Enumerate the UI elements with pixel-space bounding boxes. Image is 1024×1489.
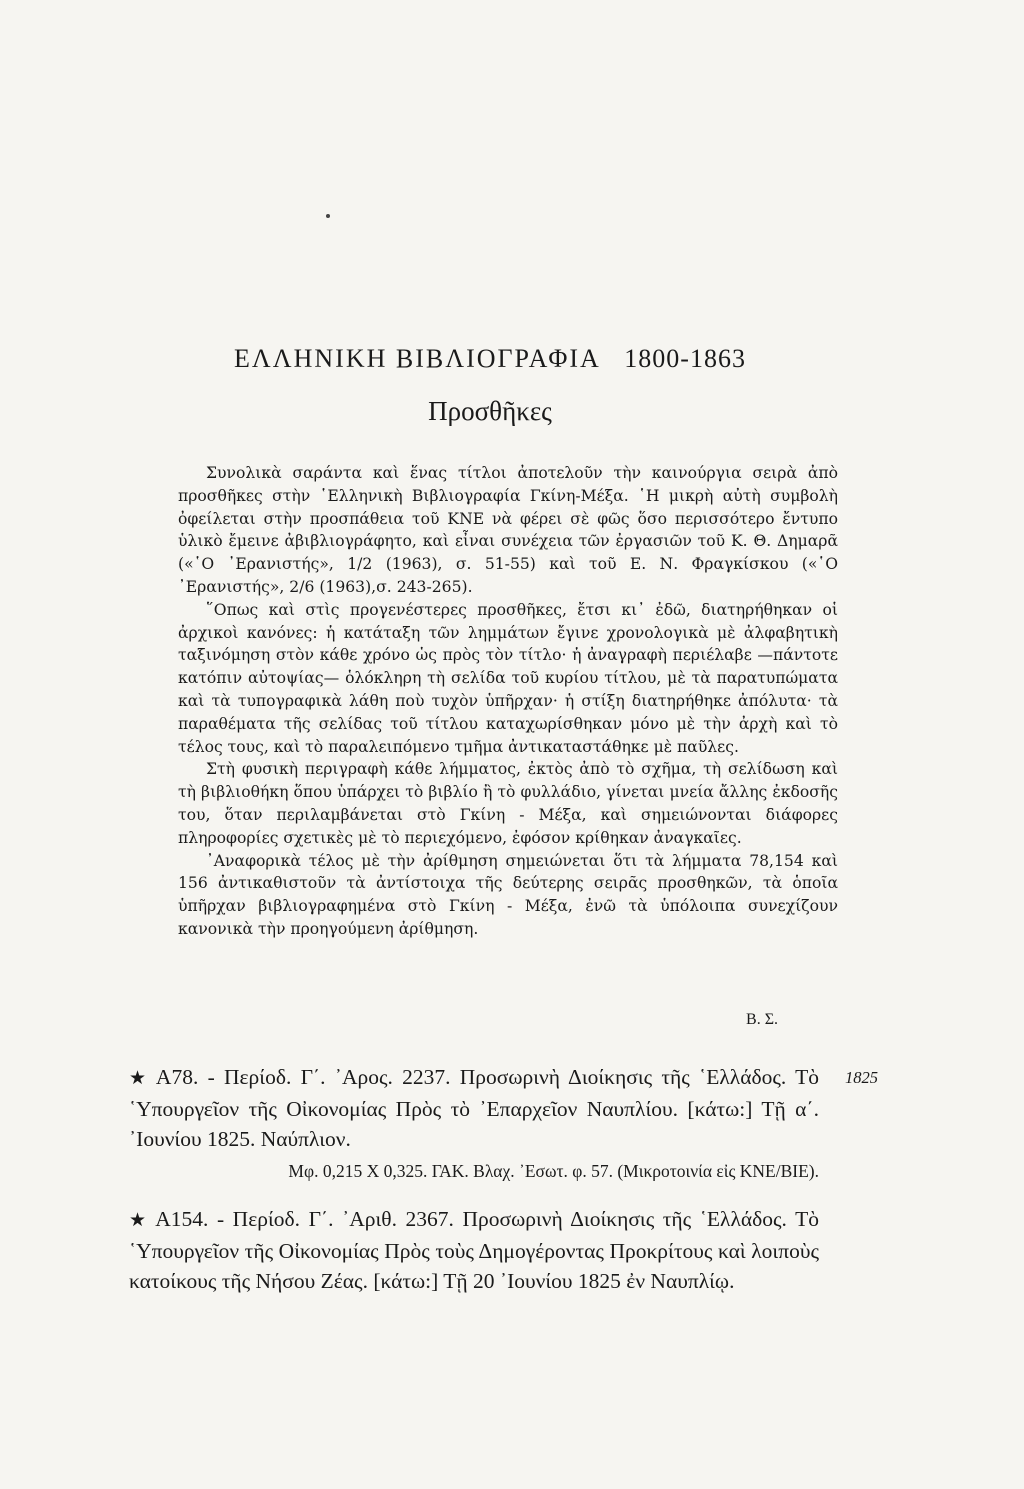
page-subtitle: Προσθῆκες	[428, 396, 552, 426]
entries-list	[129, 1062, 819, 1296]
star-icon: ★	[129, 1068, 150, 1089]
intro-paragraph-2: ῞Οπως καὶ στὶς προγενέστερες προσθῆκες, ἔτσι κι᾿ ἐδῶ, διατηρήθηκαν οἱ ἀρχικοὶ κανόνες: ἡ κατάταξη τῶν λημμάτων ἔγινε χρονολογικὰ μὲ ἀλφαβητικὴ ταξινόμηση στὸν κάθε χρόνο ὡς πρὸς τὸν τίτλο· ἡ ἀναγραφὴ περιέλαβε —πάντοτε κατόπιν αὐτοψίας— ὁλόκληρη τὴ σελίδα τοῦ κυρίου τίτλου, μὲ τὰ παρατυπώματα καὶ τὰ τυπογραφικὰ λάθη ποὺ τυχὸν ὑπῆρχαν· ἡ στίξη διατηρήθηκε ἀπόλυτα· τὰ παραθέματα τῆς σελίδας τοῦ τίτλου καταχωρίσθηκαν μόνο μὲ τὴν ἀρχὴ καὶ τὸ τέλος τους, καὶ τὸ παραλειπόμενο τμῆμα ἀντικαταστάθηκε μὲ παῦλες.	[178, 600, 838, 756]
entry-a154	[129, 1204, 819, 1296]
page-heading	[190, 344, 790, 374]
heading-years: 1800-1863	[624, 344, 746, 373]
entry-a78-physical-description: Μφ. 0,215 Χ 0,325. ΓΑΚ. Βλαχ. ᾿Εσωτ. φ. 57. (Μικροτοινία εἰς ΚΝΕ/ΒΙΕ).	[288, 1161, 819, 1181]
star-icon: ★	[129, 1210, 150, 1231]
heading-title: ΕΛΛΗΝΙΚΗ ΒΙΒΛΙΟΓΡΑΦΙΑ	[234, 344, 601, 373]
ink-speck	[326, 214, 330, 218]
entry-a154-text	[129, 1204, 819, 1296]
author-initials: Β. Σ.	[746, 1011, 778, 1028]
entry-a78	[129, 1062, 819, 1186]
margin-year: 1825	[845, 1068, 878, 1087]
intro-paragraph-1: Συνολικὰ σαράντα καὶ ἕνας τίτλοι ἀποτελοῦν τὴν καινούργια σειρὰ ἀπὸ προσθῆκες στὴν ῾Ελληνικὴ Βιβλιογραφία Γκίνη-Μέξα. ῾Η μικρὴ αὐτὴ συμβολὴ ὀφείλεται στὴν προσπάθεια τοῦ ΚΝΕ νὰ φέρει σὲ φῶς ὅσο περισσότερο ἔντυπο ὑλικὸ ἔμεινε ἀβιβλιογράφητο, καὶ εἶναι συνέχεια τῶν ἐργασιῶν τοῦ Κ. Θ. Δημαρᾶ («῾Ο ᾿Ερανιστής», 1/2 (1963), σ. 51-55) καὶ τοῦ Ε. Ν. Φραγκίσκου («῾Ο ᾿Ερανιστής», 2/6 (1963),σ. 243-265).	[178, 464, 838, 596]
entry-a78-body: Α78. - Περίοδ. Γ΄. ᾿Αρος. 2237. Προσωρινὴ Διοίκησις τῆς ῾Ελλάδος. Τὸ ῾Υπουργεῖον τῆς Οἰκονομίας Πρὸς τὸ ᾿Επαρχεῖον Ναυπλίου. [κάτω:] Τῇ α΄. ᾿Ιουνίου 1825. Ναύπλιον.	[129, 1065, 819, 1151]
entry-a154-body: Α154. - Περίοδ. Γ΄. ᾿Αριθ. 2367. Προσωρινὴ Διοίκησις τῆς ῾Ελλάδος. Τὸ ῾Υπουργεῖον τῆς Οἰκονομίας Πρὸς τοὺς Δημογέροντας Προκρίτους καὶ λοιποὺς κατοίκους τῆς Νήσου Ζέας. [κάτω:] Τῇ 20 ᾿Ιουνίου 1825 ἐν Ναυπλίῳ.	[129, 1207, 819, 1293]
intro-paragraph-3: Στὴ φυσικὴ περιγραφὴ κάθε λήμματος, ἐκτὸς ἀπὸ τὸ σχῆμα, τὴ σελίδωση καὶ τὴ βιβλιοθήκη ὅπου ὑπάρχει τὸ βιβλίο ἢ τὸ φυλλάδιο, γίνεται μνεία ἄλλης ἐκδοσῆς του, ὅταν περιλαμβάνεται στὸ Γκίνη - Μέξα, καὶ σημειώνονται διάφορες πληροφορίες σχετικὲς μὲ τὸ περιεχόμενο, ἐφόσον κρίθηκαν ἀναγκαῖες.	[178, 760, 838, 847]
introduction	[178, 462, 838, 941]
intro-paragraph-4: ᾿Αναφορικὰ τέλος μὲ τὴν ἀρίθμηση σημειώνεται ὅτι τὰ λήμματα 78,154 καὶ 156 ἀντικαθιστοῦν τὰ ἀντίστοιχα τῆς δεύτερης σειρᾶς προσθηκῶν, τὰ ὁποῖα ὑπῆρχαν βιβλιογραφημένα στὸ Γκίνη - Μέξα, ἐνῶ τὰ ὑπόλοιπα συνεχίζουν κανονικὰ τὴν προηγούμενη ἀρίθμηση.	[178, 851, 838, 938]
entry-a78-text	[129, 1062, 819, 1154]
